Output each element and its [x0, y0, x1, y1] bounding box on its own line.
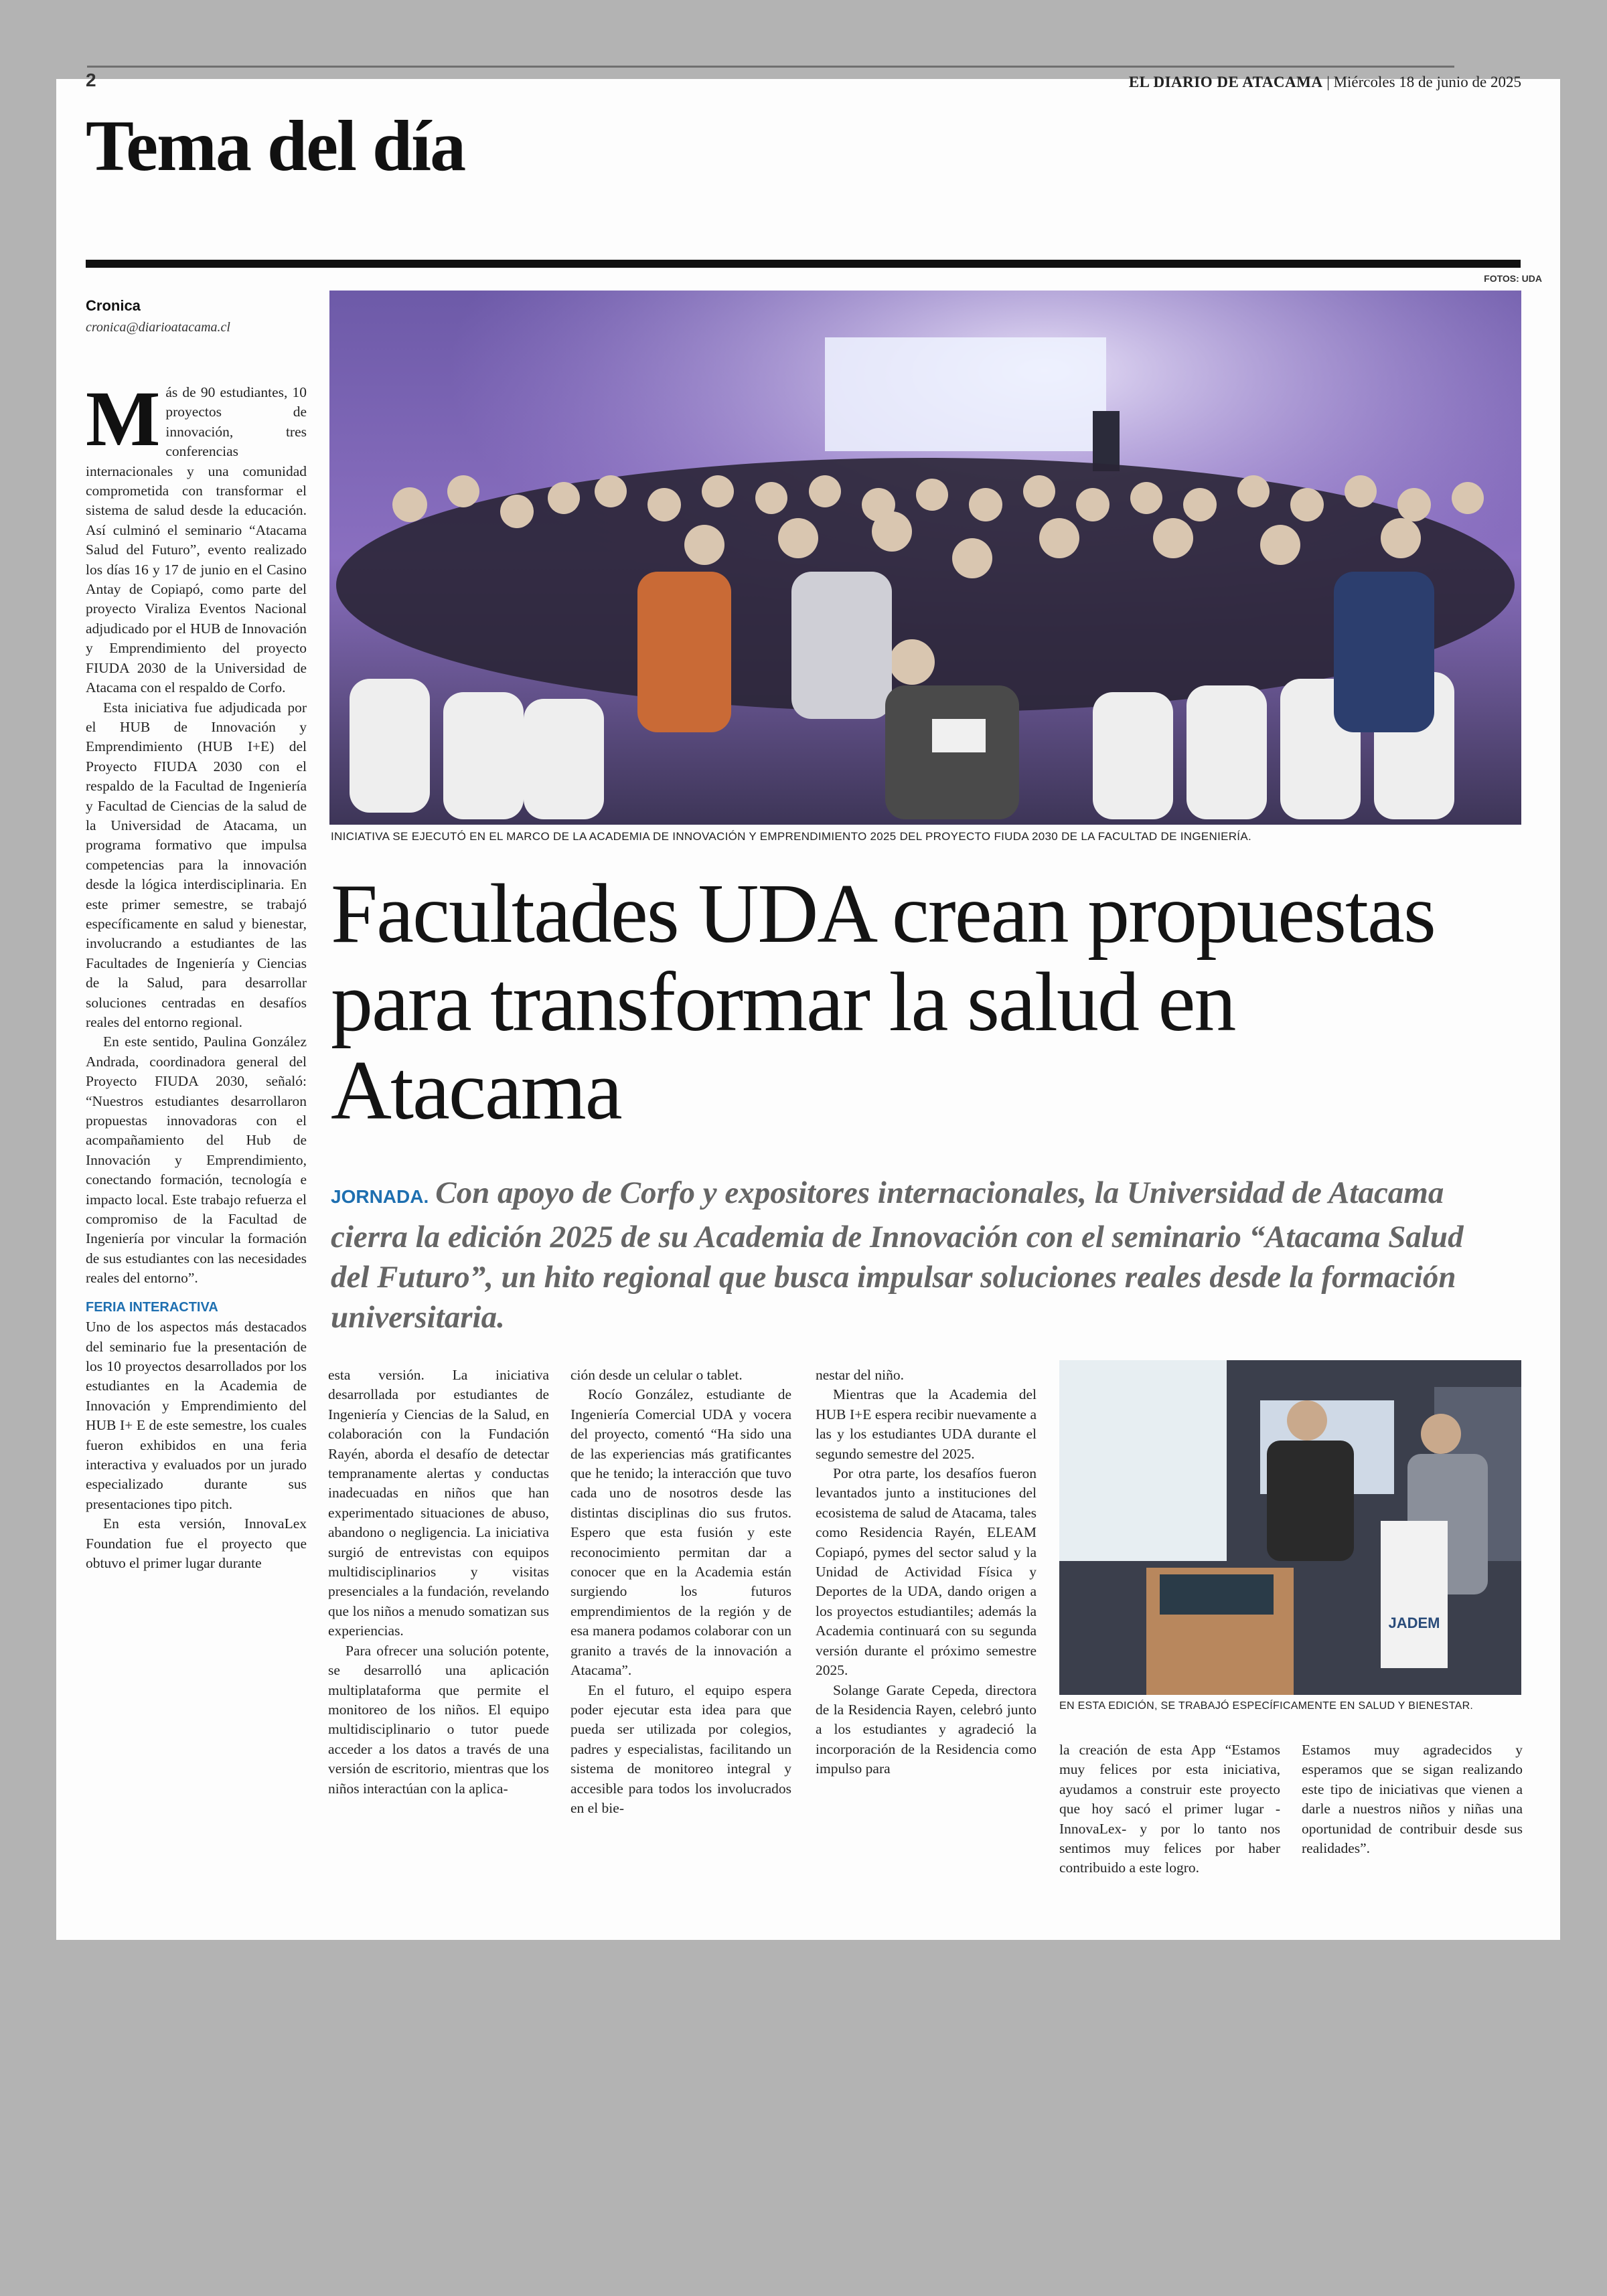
- side-photo-caption: EN ESTA EDICIÓN, SE TRABAJÓ ESPECÍFICAMENTE EN SALUD Y BIENESTAR.: [1059, 1700, 1474, 1712]
- paragraph: Estamos muy agradecidos y esperamos que se sigan realizando este tipo de iniciativas que vienen a darle a nuestros niños y niñas una oportunidad de contribuir desde sus realidades”.: [1302, 1742, 1523, 1857]
- header-separator: |: [1326, 74, 1334, 90]
- paragraph: Para ofrecer una solución potente, se desarrolló una aplicación multiplataforma que permite el monitoreo de los niños. El equipo multidisciplinario o tutor puede acceder a los datos a través de una versión de escritorio, mientras que los niños interactúan con la aplica-: [328, 1642, 549, 1797]
- paragraph: nestar del niño.: [816, 1367, 904, 1383]
- side-photo: [1059, 1360, 1521, 1695]
- photo-credit: FOTOS: UDA: [1484, 273, 1542, 284]
- issue-date: Miércoles 18 de junio de 2025: [1333, 74, 1521, 90]
- main-photo-caption: INICIATIVA SE EJECUTÓ EN EL MARCO DE LA ACADEMIA DE INNOVACIÓN Y EMPRENDIMIENTO 2025 DEL PROYECTO FIUDA 2030 DE LA FACULTAD DE INGENIERÍA.: [331, 830, 1251, 843]
- deck-tag: JORNADA.: [331, 1186, 429, 1207]
- article-column-3: [570, 1366, 791, 1908]
- paragraph: ción desde un celular o tablet.: [570, 1367, 743, 1383]
- dropcap: M: [86, 383, 161, 463]
- section-rule: [86, 260, 1521, 268]
- article-column-4: [816, 1366, 1037, 1908]
- paragraph: Uno de los aspectos más destacados del seminario fue la presentación de los 10 proyectos desarrollados por los estudiantes en la Academia de Innovación y Emprendimiento del HUB I+ E de este semestre, los cuales fueron exhibidos en una feria interactiva y evaluados por un jurado especializado durante sus presentaciones tipo pitch.: [86, 1319, 307, 1512]
- paragraph: Por otra parte, los desafíos fueron levantados junto a instituciones del ecosistema de salud de Atacama, tales como Residencia Rayén, ELEAM Copiapó, pymes del sector salud y la Unidad de Actividad Física y Deportes de la UDA, dando origen a los proyectos estudiantiles; además la Academia continuará con su segunda versión durante el próximo semestre 2025.: [816, 1465, 1037, 1679]
- page-number: 2: [86, 70, 96, 90]
- newspaper-header: [1129, 74, 1521, 91]
- subhead: FERIA INTERACTIVA: [86, 1299, 218, 1315]
- podium-sign: JADEM: [1388, 1615, 1440, 1631]
- byline-email: cronica@diarioatacama.cl: [86, 320, 230, 335]
- article-column-1: [86, 383, 307, 1909]
- article-deck: [331, 1173, 1509, 1337]
- paragraph: En el futuro, el equipo espera poder ejecutar esta idea para que pueda ser utilizada por colegios, padres y especialistas, facilitando un sistema de monitoreo integral y accesible para todos los involucrados en el bie-: [570, 1682, 791, 1816]
- paragraph: En esta versión, InnovaLex Foundation fue el proyecto que obtuvo el primer lugar durante: [86, 1515, 307, 1571]
- paragraph: Esta iniciativa fue adjudicada por el HUB de Innovación y Emprendimiento (HUB I+E) del Proyecto FIUDA 2030 con el respaldo de la Facultad de Ingeniería y Facultad de Ciencias de la salud de la Universidad de Atacama, un programa formativo que impulsa competencias para la innovación desde la lógica interdisciplinaria. En este primer semestre, se trabajó específicamente en salud y bienestar, involucrando a estudiantes de las Facultades de Ingeniería y Ciencias de la Salud, para desarrollar soluciones centradas en desafíos reales del entorno regional.: [86, 699, 307, 1030]
- newspaper-name: EL DIARIO DE ATACAMA: [1128, 74, 1323, 90]
- article-headline: Facultades UDA crean propuestas para transformar la salud en Atacama: [331, 868, 1435, 1137]
- paragraph: esta versión. La iniciativa desarrollada por estudiantes de Ingeniería y Ciencias de la Salud, en colaboración con la Fundación Rayén, aborda el desafío de detectar tempranamente alertas y conductas inadecuadas en niños que han experimentado situaciones de abuso, abandono o negligencia. La iniciativa surgió de entrevistas con equipos multidisciplinarios y visitas presenciales a la fundación, revelando que los niños a menudo somatizan sus experiencias.: [328, 1367, 549, 1639]
- paragraph: En este sentido, Paulina González Andrada, coordinadora general del Proyecto FIUDA 2030, señaló: “Nuestros estudiantes desarrollaron propuestas innovadoras con el acompañamiento del Hub de Innovación y Emprendimiento, conectando formación, tecnología e impacto local. Este trabajo refuerza el compromiso de la Facultad de Ingeniería por vincular la formación de sus estudiantes con las necesidades reales del entorno”.: [86, 1034, 307, 1287]
- group-photo-illustration: [329, 291, 1521, 825]
- byline-author: Cronica: [86, 297, 141, 314]
- article-column-6: [1302, 1740, 1523, 1908]
- deck-text: Con apoyo de Corfo y expositores internacionales, la Universidad de Atacama cierra la edición 2025 de su Academia de Innovación con el seminario “Atacama Salud del Futuro”, un hito regional que busca impulsar soluciones reales desde la formación universitaria.: [331, 1175, 1464, 1335]
- presentation-photo-illustration: [1059, 1360, 1521, 1695]
- main-photo: [329, 291, 1521, 825]
- paragraph: Mientras que la Academia del HUB I+E espera recibir nuevamente a las y los estudiantes UDA durante el segundo semestre del 2025.: [816, 1386, 1037, 1462]
- paragraph: ás de 90 estudiantes, 10 proyectos de innovación, tres conferencias internacionales y una comunidad comprometida con transformar el sistema de salud desde la educación. Así culminó el seminario “Atacama Salud del Futuro”, evento realizado los días 16 y 17 de junio en el Casino Antay de Copiapó, como parte del proyecto Viraliza Eventos Nacional adjudicado por el HUB de Innovación y Emprendimiento del proyecto FIUDA 2030 de la Universidad de Atacama con el respaldo de Corfo.: [86, 384, 307, 696]
- article-column-5: [1059, 1740, 1280, 1908]
- byline: [86, 297, 307, 335]
- paragraph: Rocío González, estudiante de Ingeniería Comercial UDA y vocera del proyecto, comentó “Ha sido una de las experiencias más gratificantes que he tenido; la interacción que tuvo cada uno de nosotros desde las distintas disciplinas dio sus frutos. Espero que esta fusión y este reconocimiento permitan dar a conocer que en la Academia están surgiendo los futuros emprendimientos de la región y de esa manera podamos colaborar con un granito a través de la innovación a Atacama”.: [570, 1386, 791, 1679]
- top-rule: [87, 66, 1454, 68]
- article-column-2: [328, 1366, 549, 1908]
- paragraph: la creación de esta App “Estamos muy felices por esta iniciativa, ayudamos a construir este proyecto que hoy sacó el primer lugar -InnovaLex- y por lo tanto nos sentimos muy felices por haber contribuido a este logro.: [1059, 1742, 1280, 1876]
- section-title: Tema del día: [86, 106, 465, 186]
- paragraph: Solange Garate Cepeda, directora de la Residencia Rayen, celebró junto a los estudiantes y agradeció la incorporación de la Residencia como impulso para: [816, 1682, 1037, 1777]
